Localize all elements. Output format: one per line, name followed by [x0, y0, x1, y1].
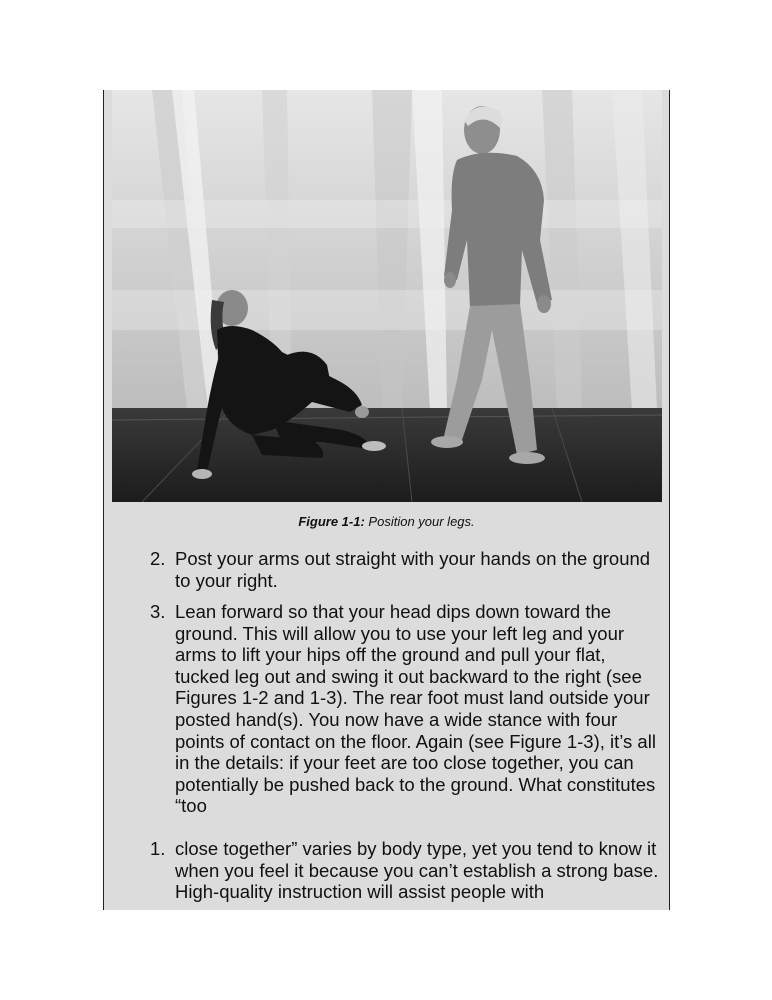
list-item-number: 1.: [150, 838, 166, 859]
list-item-text: Post your arms out straight with your hands on the ground to your right.: [175, 548, 651, 591]
figure-caption-text: Position your legs.: [364, 514, 475, 529]
numbered-list: [150, 838, 665, 903]
numbered-list: [150, 548, 665, 591]
list-item-number: 2.: [150, 548, 166, 569]
numbered-list: [150, 601, 665, 817]
list-item: [150, 601, 665, 817]
figure-caption-label: Figure 1-1:: [298, 514, 365, 529]
figure-caption: [104, 514, 669, 529]
document-page: [103, 90, 670, 910]
list-item: [150, 548, 665, 591]
figure-photo: [112, 90, 662, 502]
list-item-text: close together” varies by body type, yet you tend to know it when you feel it because you can’t establish a strong base. High-quality instruction will assist people with: [175, 838, 659, 903]
photo-two-people-on-mat-icon: [112, 90, 662, 502]
list-item-number: 3.: [150, 601, 166, 622]
list-item-text: Lean forward so that your head dips down toward the ground. This will allow you to use your left leg and your arms to lift your hips off the ground and pull your flat, tucked leg out and swing it out backward to the right (see Figures 1-2 and 1-3). The rear foot must land outside your posted hand(s). You now have a wide stance with four points of contact on the floor. Again (see Figure 1-3), it’s all in the details: if your feet are too close together, you can potentially be pushed back to the ground. What constitutes “too: [175, 601, 656, 817]
list-item: [150, 838, 665, 903]
